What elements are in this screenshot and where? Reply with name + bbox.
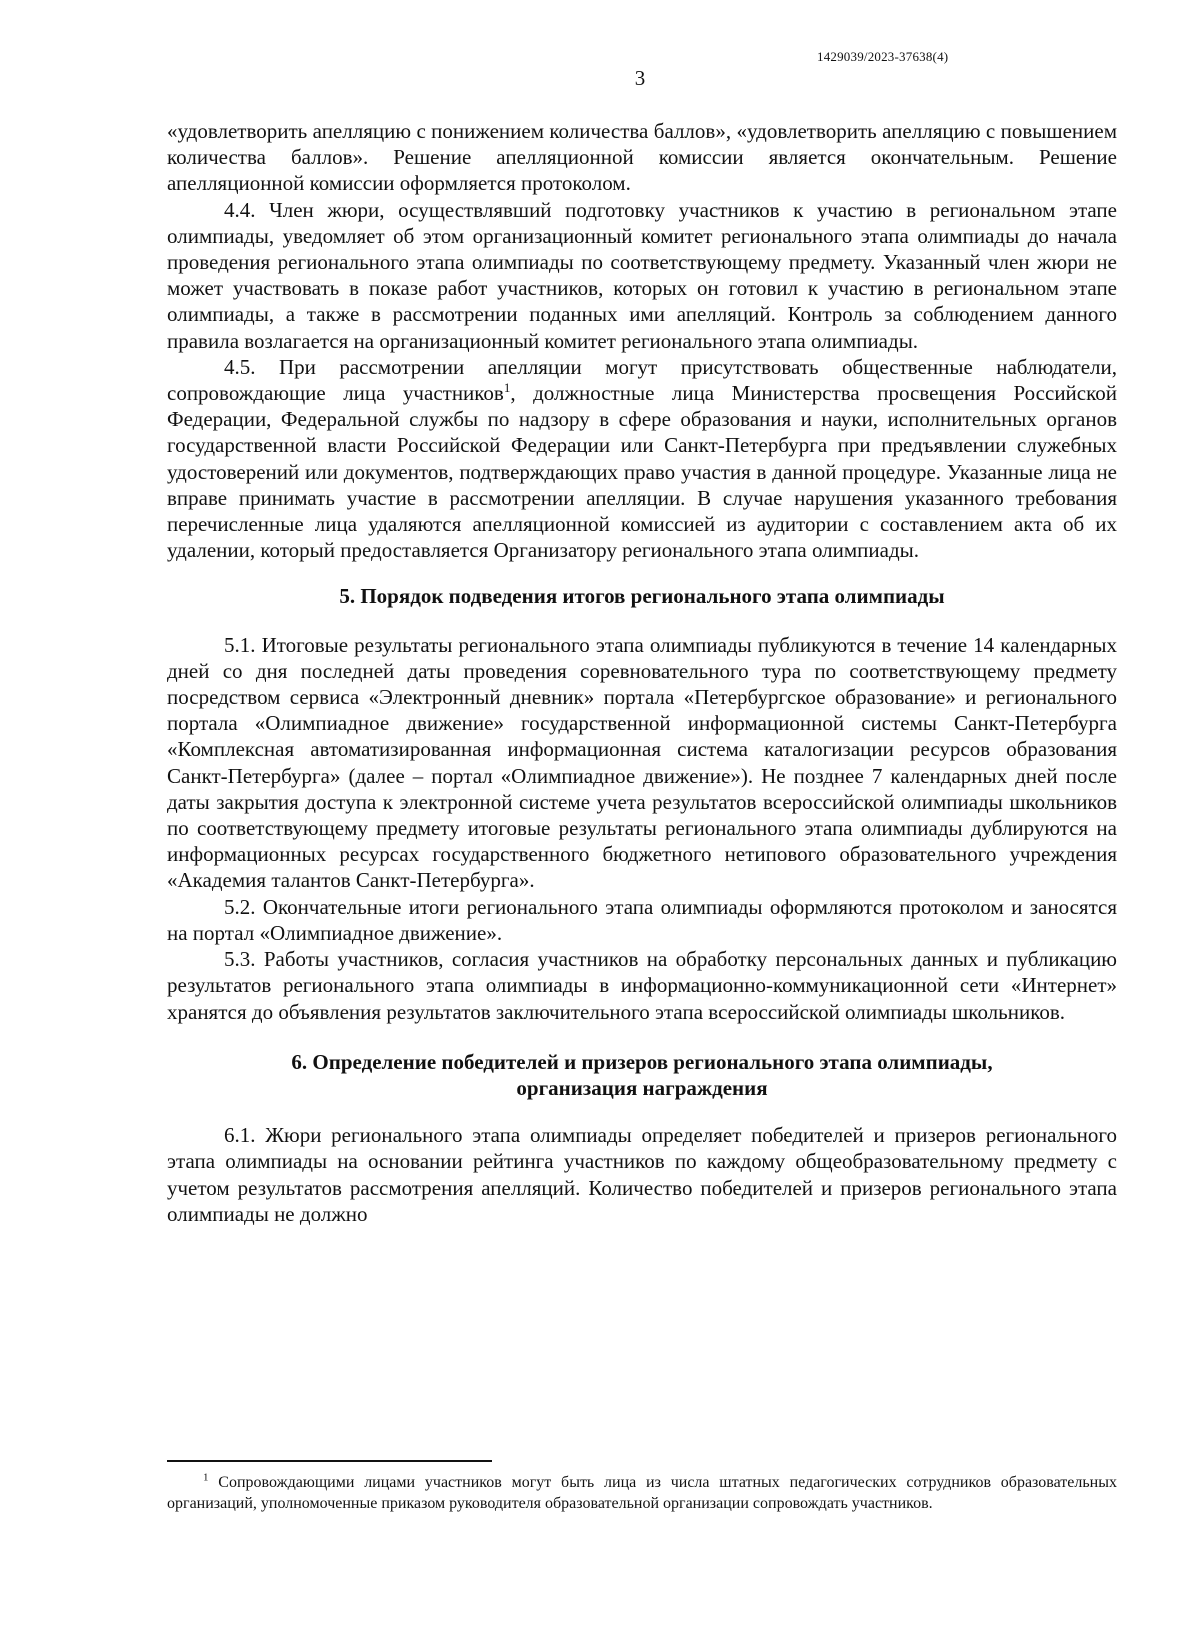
section-6-title (167, 1049, 1117, 1101)
page-number: 3 (634, 66, 646, 90)
section-5-title: 5. Порядок подведения итогов регионального этапа олимпиады (339, 584, 945, 609)
paragraph-5-1: 5.1. Итоговые результаты регионального этапа олимпиады публикуются в течение 14 календарных дней со дня последней даты проведения соревновательного тура по соответствующему предмету посредством сервиса «Электронный дневник» портала «Петербургское образование» и регионального портала «Олимпиадное движение» государственной информационной системы Санкт-Петербурга «Комплексная автоматизированная информационная система каталогизации ресурсов образования Санкт-Петербурга» (далее – портал «Олимпиадное движение»). Не позднее 7 календарных дней после даты закрытия доступа к электронной системе учета результатов всероссийской олимпиады школьников по соответствующему предмету итоговые результаты регионального этапа олимпиады дублируются на информационных ресурсах государственного бюджетного нетипового образовательного учреждения «Академия талантов Санкт-Петербурга». (167, 632, 1117, 893)
paragraph-4-4: 4.4. Член жюри, осуществлявший подготовку участников к участию в региональном этапе олимпиады, уведомляет об этом организационный комитет регионального этапа олимпиады до начала проведения регионального этапа олимпиады по соответствующему предмету. Указанный член жюри не может участвовать в показе работ участников, которых он готовил к участию в региональном этапе олимпиады, а также в рассмотрении поданных ими апелляций. Контроль за соблюдением данного правила возлагается на организационный комитет регионального этапа олимпиады. (167, 197, 1117, 353)
paragraph-4-5-end: , должностные лица Министерства просвещения Российской Федерации, Федеральной службы по надзору в сфере образования и науки, исполнительных органов государственной власти Российской Федерации или Санкт-Петербурга при предъявлении служебных удостоверений или документов, подтверждающих право участия в данной процедуре. Указанные лица не вправе принимать участие в рассмотрении апелляции. В случае нарушения указанного требования перечисленные лица удаляются апелляционной комиссией из аудитории с составлением акта об их удалении, который предоставляется Организатору регионального этапа олимпиады. (167, 381, 1117, 563)
footnote (167, 1472, 1117, 1514)
footnote-reference: 1 (503, 380, 511, 396)
footnote-text: Сопровождающими лицами участников могут быть лица из числа штатных педагогических сотрудников образовательных организаций, уполномоченные приказом руководителя образовательной организации сопровождать участников. (167, 1474, 1117, 1512)
paragraph-continuation: «удовлетворить апелляцию с понижением количества баллов», «удовлетворить апелляцию с повышением количества баллов». Решение апелляционной комиссии является окончательным. Решение апелляционной комиссии оформляется протоколом. (167, 119, 1117, 196)
section-6-title-line-2: организация награждения (516, 1075, 768, 1100)
paragraph-5-3: 5.3. Работы участников, согласия участников на обработку персональных данных и публикацию результатов регионального этапа олимпиады в информационно-коммуникационной сети «Интернет» хранятся до объявления результатов заключительного этапа всероссийской олимпиады школьников. (167, 947, 1117, 1024)
footnote-marker: 1 (203, 1471, 209, 1484)
paragraph-4-5-start: 4.5. При рассмотрении апелляции могут присутствовать общественные наблюдатели, сопровождающие лица участников (167, 354, 1117, 406)
section-6-title-line-1: 6. Определение победителей и призеров регионального этапа олимпиады, (291, 1049, 993, 1074)
document-body (167, 118, 1117, 1227)
paragraph-5-2: 5.2. Окончательные итоги регионального этапа олимпиады оформляются протоколом и заносятся на портал «Олимпиадное движение». (167, 894, 1117, 945)
footnote-separator (167, 1460, 492, 1462)
paragraph-4-5 (167, 354, 1117, 564)
document-registration-number: 1429039/2023-37638(4) (817, 49, 949, 64)
paragraph-6-1: 6.1. Жюри регионального этапа олимпиады определяет победителей и призеров регионального этапа олимпиады на основании рейтинга участников по каждому общеобразовательному предмету с учетом результатов рассмотрения апелляций. Количество победителей и призеров регионального этапа олимпиады не должно (167, 1123, 1117, 1226)
